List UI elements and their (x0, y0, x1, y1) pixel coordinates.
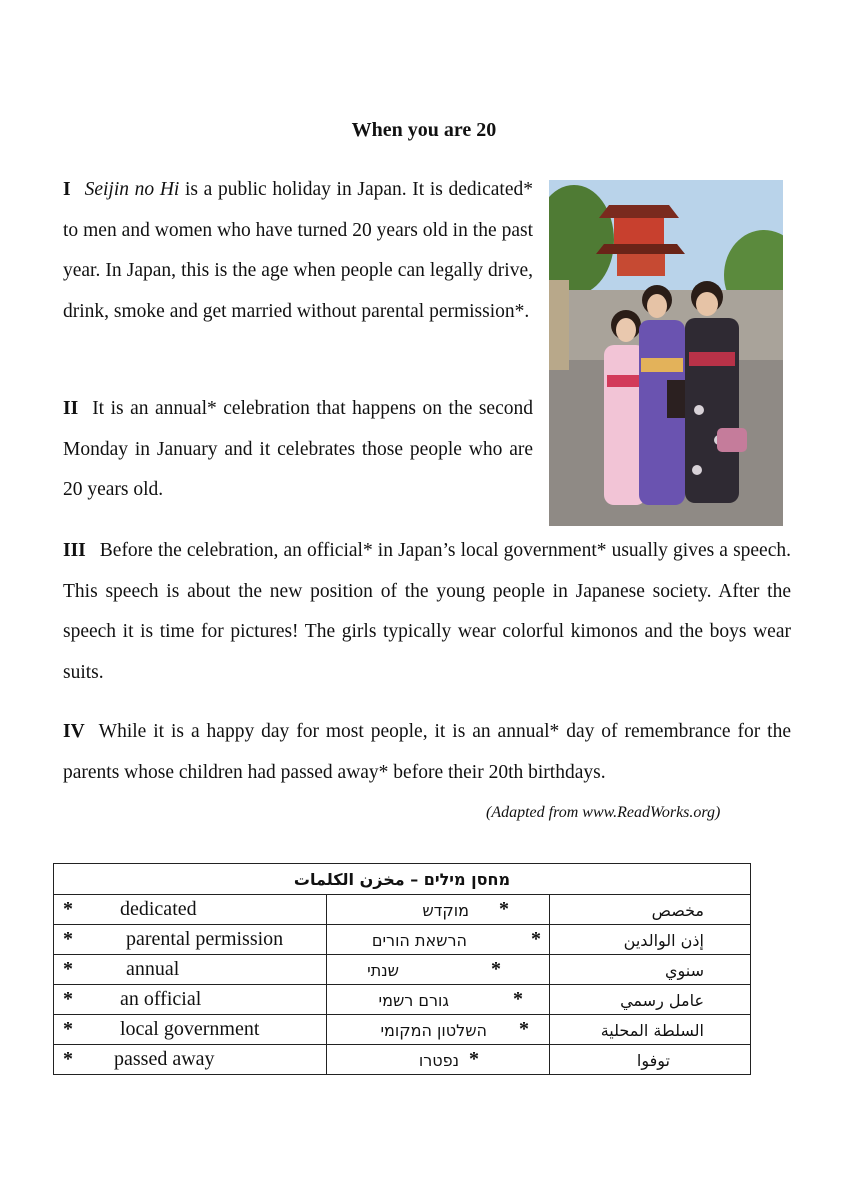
document-title: When you are 20 (351, 119, 497, 141)
paragraph-text: While it is a happy day for most people, it is an annual* day of remembrance for the parents whose children had passed away* before their 20th birthdays. (63, 721, 791, 783)
paragraph-text: Before the celebration, an official* in Japan’s local government* usually gives a speech. This speech is about the new position of the young people in Japanese society. After the speech it is time for pictures! The girls typically wear colorful kimonos and the boys wear suits. (63, 540, 791, 683)
table-row (54, 925, 751, 955)
english-term: parental permission (126, 928, 284, 950)
row-star: * (531, 928, 541, 950)
paragraph-number: III (63, 540, 86, 561)
paragraph-text: is a public holiday in Japan. It is dedicated* to men and women who have turned 20 years old in the past year. In Japan, this is the age when people can legally drive, drink, smoke and get married without parental permission*. (63, 179, 533, 322)
row-star: * (499, 898, 509, 920)
row-star: * (63, 928, 73, 950)
table-row (54, 895, 751, 925)
english-term: passed away (114, 1048, 215, 1070)
row-star: * (491, 958, 501, 980)
row-star: * (469, 1048, 479, 1070)
row-star: * (63, 958, 73, 980)
arabic-term: إذن الوالدين (623, 931, 704, 950)
paragraph-2 (63, 389, 533, 511)
hebrew-term: השלטון המקומי (380, 1021, 487, 1040)
italic-term: Seijin no Hi (84, 179, 180, 200)
row-star: * (63, 1048, 73, 1070)
table-row (54, 1045, 751, 1075)
arabic-term: توفوا (636, 1051, 670, 1070)
paragraph-3 (63, 531, 791, 693)
kimono-photo (549, 180, 783, 526)
paragraph-text: It is an annual* celebration that happens on the second Monday in January and it celebrates those people who are 20 years old. (63, 398, 533, 500)
row-star: * (63, 988, 73, 1010)
paragraph-number: I (63, 179, 71, 200)
source-citation: (Adapted from www.ReadWorks.org) (486, 804, 721, 821)
table-row (54, 1015, 751, 1045)
english-term: annual (126, 958, 180, 980)
paragraph-number: IV (63, 721, 85, 742)
vocabulary-header: מחסן מילים – مخزن الكلمات (54, 864, 751, 895)
hebrew-term: הרשאת הורים (371, 931, 467, 950)
hebrew-term: נפטרו (418, 1051, 459, 1070)
hebrew-term: מוקדש (422, 901, 469, 920)
hebrew-term: גורם רשמי (378, 991, 449, 1010)
paragraph-4 (63, 712, 791, 793)
arabic-term: السلطة المحلية (600, 1021, 704, 1040)
row-star: * (63, 1018, 73, 1040)
paragraph-number: II (63, 398, 79, 419)
arabic-term: سنوي (664, 961, 704, 980)
english-term: local government (120, 1018, 260, 1040)
english-term: dedicated (120, 898, 197, 920)
row-star: * (513, 988, 523, 1010)
english-term: an official (120, 988, 202, 1010)
hebrew-term: שנתי (367, 961, 399, 980)
vocabulary-table (53, 863, 751, 1075)
paragraph-1 (63, 170, 533, 332)
row-star: * (519, 1018, 529, 1040)
table-row (54, 985, 751, 1015)
arabic-term: عامل رسمي (620, 991, 704, 1010)
table-row (54, 955, 751, 985)
arabic-term: مخصص (651, 901, 704, 920)
row-star: * (63, 898, 73, 920)
